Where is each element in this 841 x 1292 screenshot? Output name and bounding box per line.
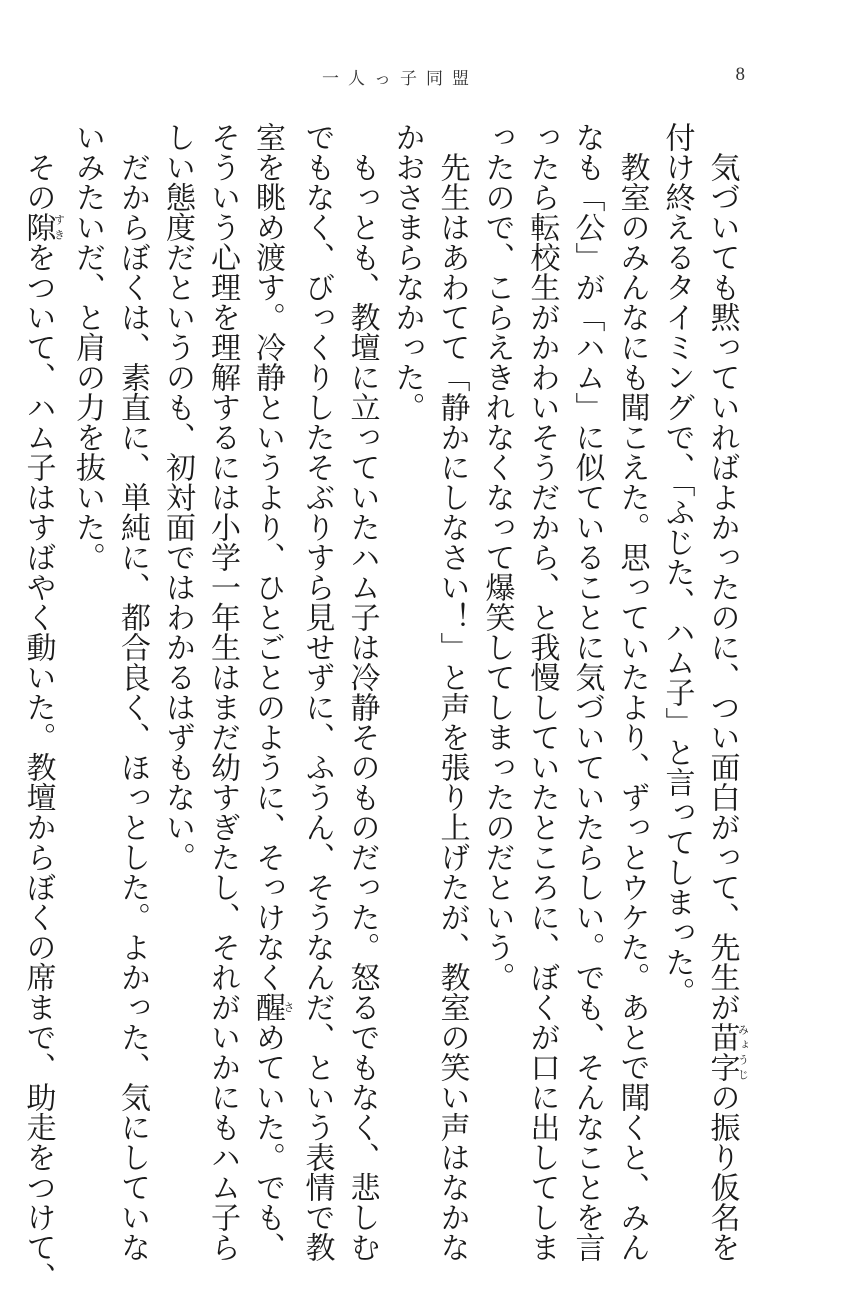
- text-line-16: [16, 122, 66, 1292]
- ruby-myouji: [704, 1022, 750, 1082]
- text-line-9: もっとも、教壇に立っていたハム子は冷静そのものだった。怒るでもなく、悲しむ: [344, 122, 380, 1262]
- text-line-7: 先生はあわてて「静かにしなさい！」と声を張り上げたが、教室の笑い声はなかな: [434, 122, 470, 1262]
- text-line-4: なも「公」が「ハム」に似ていることに気づいていたらしい。でも、そんなことを言: [569, 122, 605, 1262]
- text-line-5: ったら転校生がかわいそうだから、と我慢していたところに、ぼくが口に出してしま: [524, 122, 560, 1262]
- text-segment: をついて、ハム子はすばやく動いた。教壇からぼくの席まで、助走をつけて、: [20, 242, 56, 1292]
- ruby-base: 苗字: [704, 1022, 740, 1082]
- ruby-base: 醒: [250, 992, 285, 1022]
- ruby-reading: さ: [282, 992, 295, 1022]
- ruby-same: [250, 992, 295, 1022]
- text-line-12: そういう心理を理解するには小学一年生はまだ幼すぎたし、それがいかにもハム子ら: [205, 122, 240, 1262]
- text-line-13: しい態度だというのも、初対面ではわかるはずもない。: [160, 122, 195, 872]
- text-line-15: いみたいだ、と肩の力を抜いた。: [70, 122, 105, 572]
- text-line-1: [700, 122, 750, 1262]
- text-line-14: だからぼくは、素直に、単純に、都合良く、ほっとした。よかった、気にしていな: [115, 122, 150, 1262]
- text-segment: 室を眺め渡す。冷静というより、ひとごとのように、そっけなく: [250, 122, 285, 992]
- ruby-suki: [20, 212, 66, 242]
- vertical-text-body: [16, 122, 750, 1292]
- ruby-reading: みょうじ: [736, 1022, 750, 1082]
- text-segment: その: [20, 122, 56, 212]
- text-segment: 気づいても黙っていればよかったのに、つい面白がって、先生が: [704, 122, 740, 1022]
- text-line-6: ったので、こらえきれなくなって爆笑してしまったのだという。: [479, 122, 515, 992]
- text-segment: めていた。でも、: [250, 1022, 285, 1262]
- text-line-2: 付け終えるタイミングで、「ふじた、ハム子」と言ってしまった。: [659, 122, 695, 1007]
- running-title: 一人っ子同盟: [322, 69, 478, 89]
- page-number: 8: [735, 64, 745, 85]
- text-line-10: でもなく、びっくりしたそぶりすら見せずに、ふうん、そうなんだ、という表情で教: [299, 122, 335, 1262]
- text-segment: の振り仮名を: [704, 1082, 740, 1262]
- ruby-base: 隙: [20, 212, 56, 242]
- text-line-3: 教室のみんなにも聞こえた。思っていたより、ずっとウケた。あとで聞くと、みん: [614, 122, 650, 1262]
- ruby-reading: すき: [52, 212, 66, 242]
- text-line-8: かおさまらなかった。: [389, 122, 425, 422]
- text-line-11: [245, 122, 295, 1262]
